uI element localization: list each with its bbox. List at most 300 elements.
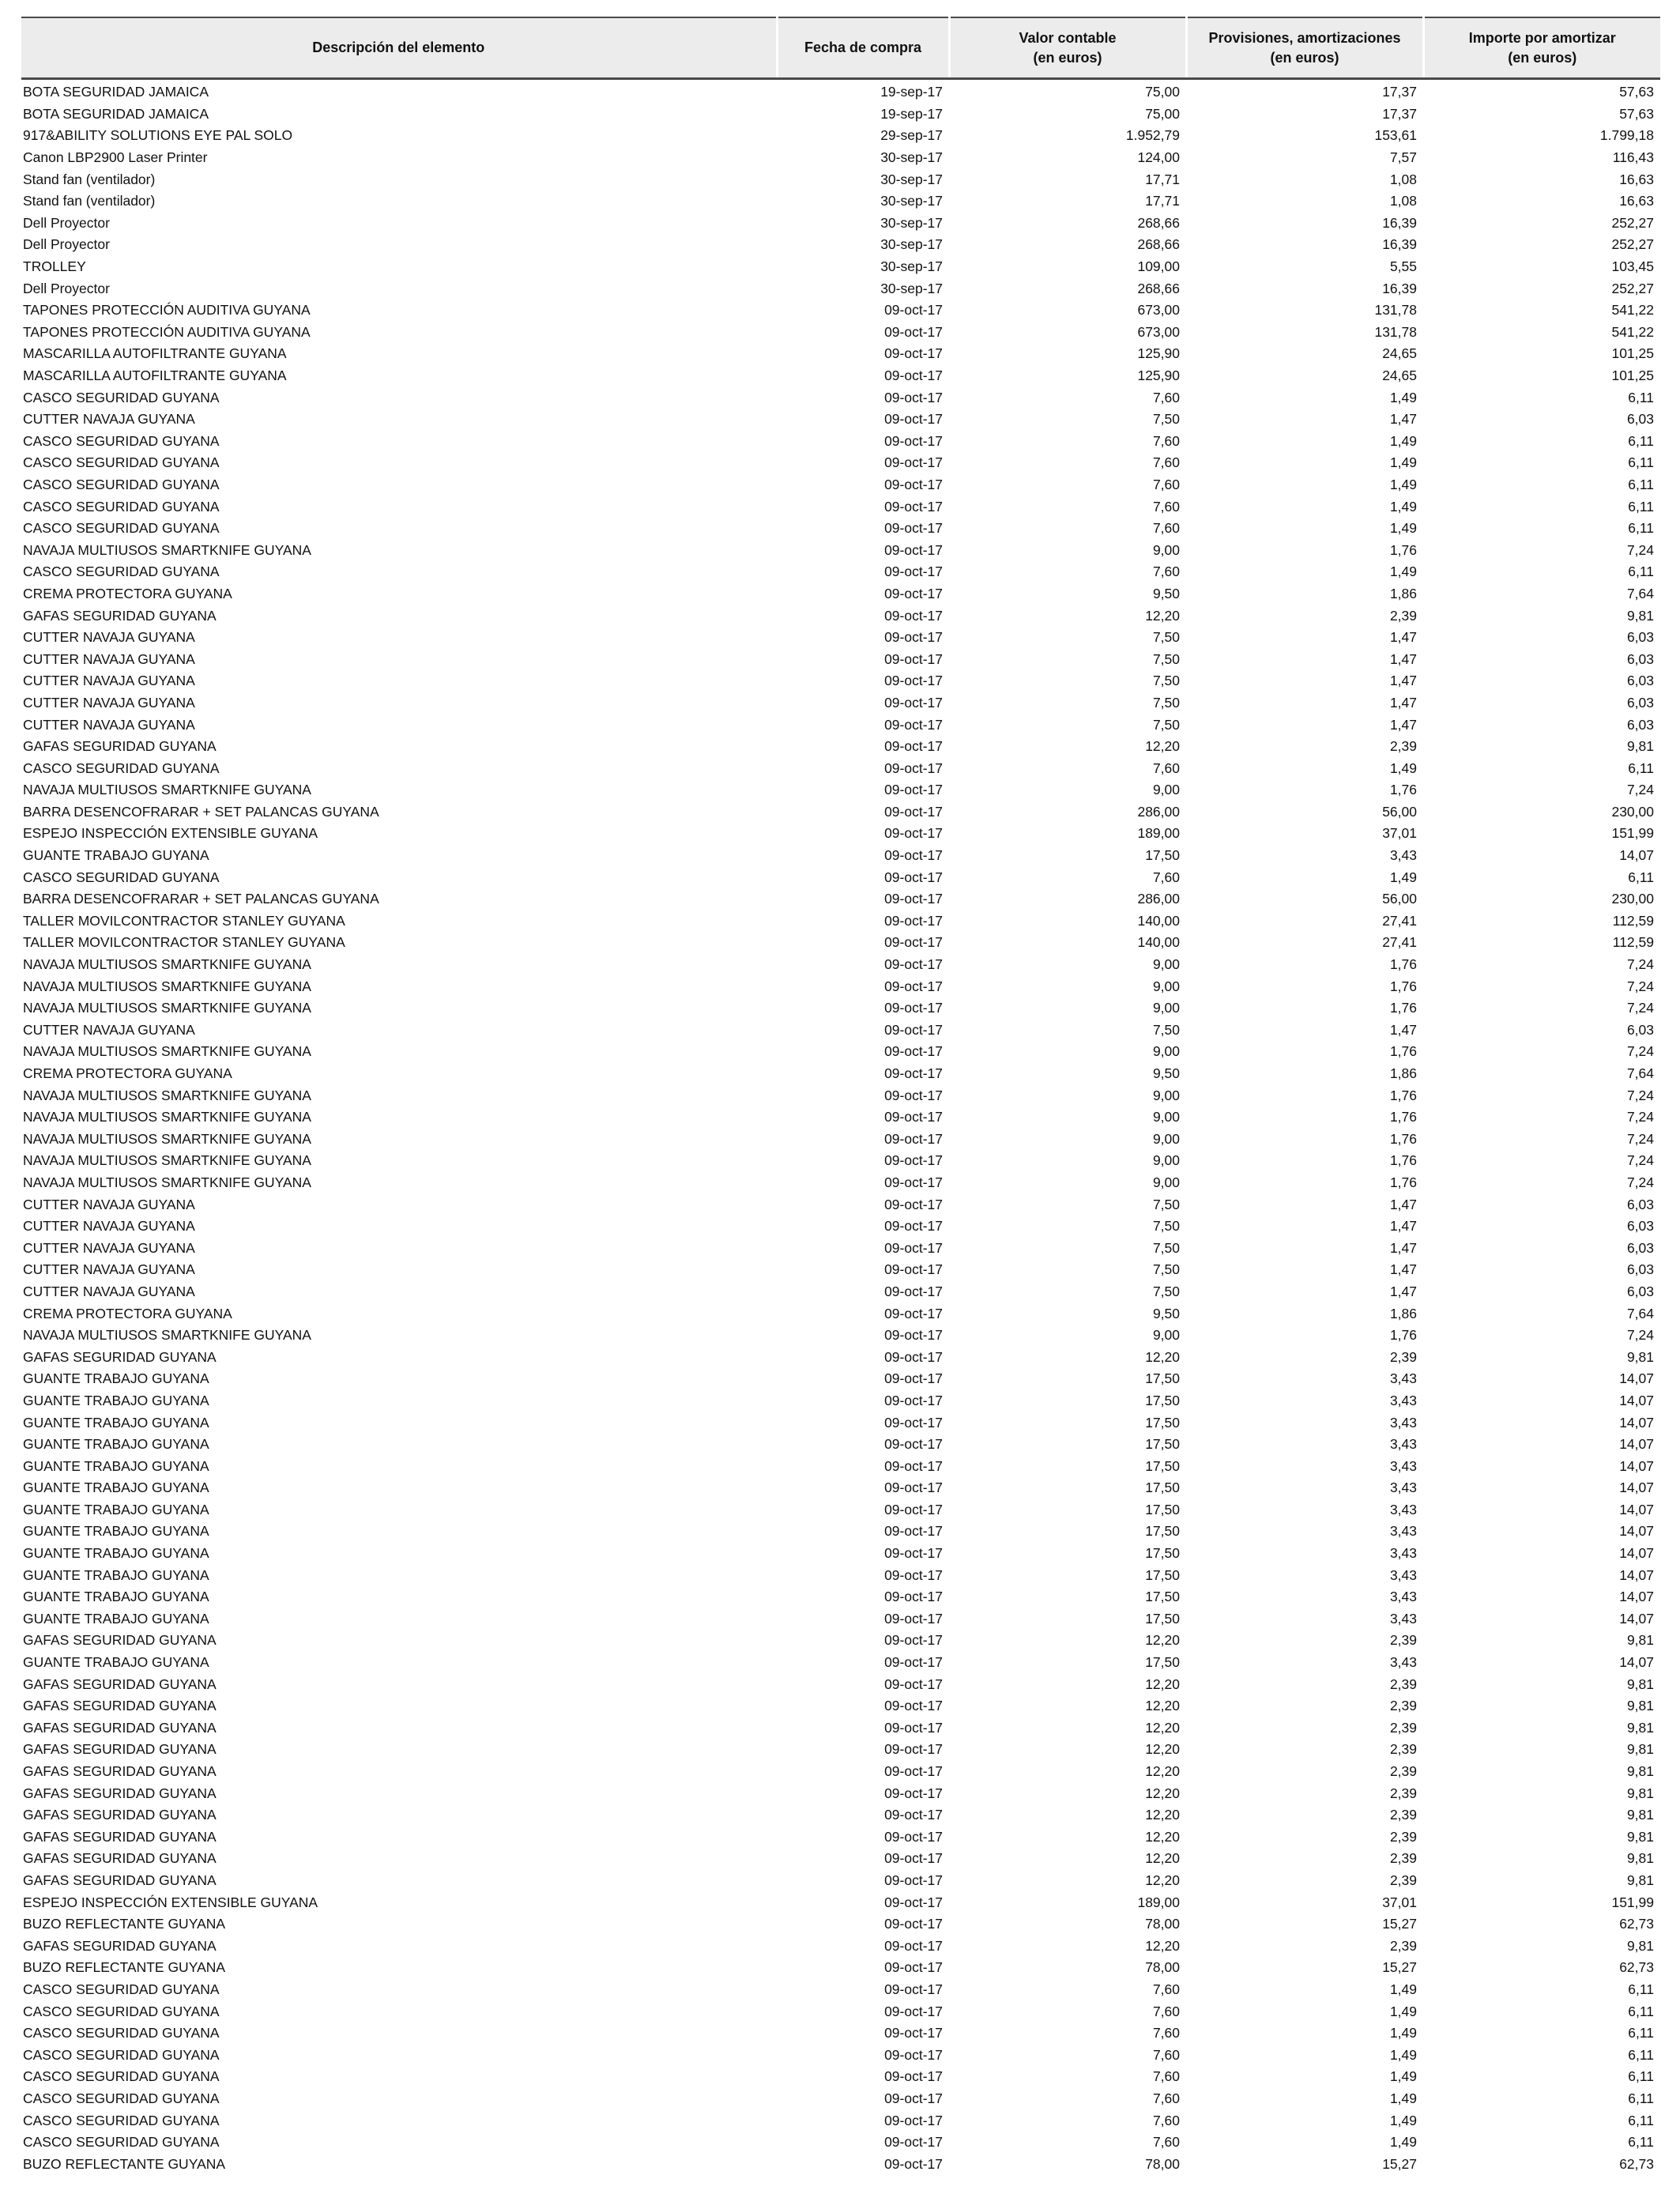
table-row — [21, 1302, 1660, 1325]
cell-amount-to-amortize: 112,59 — [1612, 912, 1654, 929]
cell-provisions: 2,39 — [1389, 1632, 1417, 1649]
table-row — [21, 1193, 1660, 1216]
cell-description: BUZO REFLECTANTE GUYANA — [23, 1916, 226, 1932]
cell-description: GUANTE TRABAJO GUYANA — [23, 1392, 209, 1408]
cell-amount-to-amortize: 6,03 — [1626, 1239, 1654, 1256]
cell-provisions: 1,47 — [1389, 629, 1417, 646]
cell-purchase-date: 09-oct-17 — [884, 2003, 943, 2019]
cell-book-value: 17,71 — [1145, 171, 1180, 187]
cell-purchase-date: 09-oct-17 — [884, 1785, 943, 1801]
cell-provisions: 56,00 — [1382, 803, 1417, 820]
cell-description: NAVAJA MULTIUSOS SMARTKNIFE GUYANA — [23, 1152, 311, 1169]
cell-purchase-date: 09-oct-17 — [884, 1480, 943, 1496]
cell-description: MASCARILLA AUTOFILTRANTE GUYANA — [23, 368, 287, 384]
cell-provisions: 2,39 — [1389, 1937, 1417, 1954]
cell-book-value: 268,66 — [1137, 236, 1180, 253]
cell-provisions: 1,49 — [1389, 869, 1417, 885]
cell-book-value: 124,00 — [1137, 149, 1180, 166]
cell-book-value: 7,60 — [1152, 1981, 1180, 1997]
cell-provisions: 131,78 — [1374, 323, 1417, 340]
cell-book-value: 17,50 — [1145, 1370, 1180, 1387]
cell-book-value: 7,50 — [1152, 411, 1180, 428]
cell-purchase-date: 09-oct-17 — [884, 1589, 943, 1605]
cell-description: ESPEJO INSPECCIÓN EXTENSIBLE GUYANA — [23, 1894, 318, 1910]
cell-provisions: 2,39 — [1389, 1348, 1417, 1365]
cell-provisions: 2,39 — [1389, 1698, 1417, 1714]
header-description: Descripción del elemento — [21, 17, 777, 79]
cell-purchase-date: 09-oct-17 — [884, 1370, 943, 1387]
header-book-value: Valor contable (en euros) — [949, 17, 1186, 79]
table-row — [21, 954, 1660, 976]
cell-amount-to-amortize: 6,03 — [1626, 1218, 1654, 1235]
table-row — [21, 2022, 1660, 2045]
cell-purchase-date: 09-oct-17 — [884, 1414, 943, 1431]
cell-description: NAVAJA MULTIUSOS SMARTKNIFE GUYANA — [23, 1087, 311, 1103]
table-row — [21, 1063, 1660, 1085]
table-row — [21, 1106, 1660, 1129]
cell-amount-to-amortize: 6,11 — [1628, 432, 1654, 449]
cell-purchase-date: 09-oct-17 — [884, 585, 943, 601]
cell-amount-to-amortize: 7,24 — [1626, 956, 1654, 973]
cell-purchase-date: 09-oct-17 — [884, 2046, 943, 2063]
cell-purchase-date: 09-oct-17 — [884, 760, 943, 776]
table-row — [21, 79, 1660, 104]
cell-amount-to-amortize: 14,07 — [1619, 1392, 1654, 1408]
cell-provisions: 1,49 — [1389, 520, 1417, 537]
cell-description: CUTTER NAVAJA GUYANA — [23, 1283, 195, 1299]
cell-description: CASCO SEGURIDAD GUYANA — [23, 760, 220, 776]
cell-purchase-date: 09-oct-17 — [884, 476, 943, 492]
table-row — [21, 736, 1660, 758]
table-row — [21, 583, 1660, 605]
cell-book-value: 7,50 — [1152, 1239, 1180, 1256]
cell-provisions: 1,08 — [1389, 171, 1417, 187]
cell-amount-to-amortize: 151,99 — [1611, 825, 1654, 842]
cell-amount-to-amortize: 9,81 — [1626, 738, 1654, 755]
cell-amount-to-amortize: 14,07 — [1619, 1589, 1654, 1605]
cell-amount-to-amortize: 7,64 — [1626, 1305, 1654, 1321]
cell-amount-to-amortize: 9,81 — [1626, 1676, 1654, 1692]
cell-book-value: 9,00 — [1152, 1087, 1180, 1103]
cell-description: NAVAJA MULTIUSOS SMARTKNIFE GUYANA — [23, 1174, 311, 1190]
cell-provisions: 15,27 — [1382, 1916, 1417, 1932]
table-row — [21, 1891, 1660, 1913]
cell-purchase-date: 09-oct-17 — [884, 1130, 943, 1147]
cell-provisions: 16,39 — [1382, 236, 1417, 253]
cell-amount-to-amortize: 9,81 — [1626, 1348, 1654, 1365]
cell-purchase-date: 09-oct-17 — [884, 1109, 943, 1125]
cell-provisions: 3,43 — [1389, 1480, 1417, 1496]
cell-description: GUANTE TRABAJO GUYANA — [23, 1480, 209, 1496]
cell-description: CASCO SEGURIDAD GUYANA — [23, 2090, 220, 2106]
cell-book-value: 9,00 — [1152, 1152, 1180, 1169]
table-row — [21, 496, 1660, 518]
cell-amount-to-amortize: 7,24 — [1626, 1152, 1654, 1169]
cell-amount-to-amortize: 6,03 — [1626, 1283, 1654, 1299]
table-row — [21, 1979, 1660, 2001]
cell-provisions: 3,43 — [1389, 1589, 1417, 1605]
table-header — [21, 17, 1660, 79]
cell-description: GUANTE TRABAJO GUYANA — [23, 1414, 209, 1431]
table-row — [21, 409, 1660, 431]
cell-amount-to-amortize: 7,24 — [1626, 1109, 1654, 1125]
cell-book-value: 9,00 — [1152, 1327, 1180, 1344]
cell-amount-to-amortize: 6,03 — [1626, 1261, 1654, 1278]
cell-provisions: 1,76 — [1389, 978, 1417, 994]
asset-table — [21, 17, 1660, 2175]
cell-amount-to-amortize: 62,73 — [1619, 1916, 1654, 1932]
cell-provisions: 1,76 — [1389, 1087, 1417, 1103]
cell-purchase-date: 09-oct-17 — [884, 2068, 943, 2085]
cell-purchase-date: 09-oct-17 — [884, 716, 943, 733]
cell-book-value: 109,00 — [1137, 258, 1180, 275]
cell-amount-to-amortize: 6,11 — [1628, 2046, 1654, 2063]
cell-provisions: 1,49 — [1389, 2134, 1417, 2151]
cell-book-value: 7,50 — [1152, 694, 1180, 711]
cell-provisions: 3,43 — [1389, 1545, 1417, 1562]
cell-book-value: 17,50 — [1145, 1436, 1180, 1453]
cell-book-value: 125,90 — [1137, 368, 1180, 384]
table-row — [21, 452, 1660, 474]
cell-book-value: 12,20 — [1145, 1937, 1180, 1954]
cell-description: TROLLEY — [23, 258, 86, 275]
cell-book-value: 7,60 — [1152, 2134, 1180, 2151]
cell-book-value: 12,20 — [1145, 1676, 1180, 1692]
cell-book-value: 12,20 — [1145, 1348, 1180, 1365]
cell-amount-to-amortize: 230,00 — [1611, 803, 1654, 820]
table-row — [21, 1870, 1660, 1892]
cell-provisions: 2,39 — [1389, 1785, 1417, 1801]
cell-amount-to-amortize: 9,81 — [1626, 1698, 1654, 1714]
cell-book-value: 7,60 — [1152, 2046, 1180, 2063]
cell-purchase-date: 09-oct-17 — [884, 1087, 943, 1103]
cell-amount-to-amortize: 6,03 — [1626, 411, 1654, 428]
cell-book-value: 1.952,79 — [1125, 127, 1180, 144]
cell-amount-to-amortize: 7,64 — [1626, 585, 1654, 601]
cell-provisions: 2,39 — [1389, 1807, 1417, 1823]
cell-amount-to-amortize: 62,73 — [1619, 1959, 1654, 1976]
table-row — [21, 1695, 1660, 1717]
table-row — [21, 1281, 1660, 1303]
table-row — [21, 2153, 1660, 2175]
cell-provisions: 3,43 — [1389, 1566, 1417, 1583]
cell-description: CUTTER NAVAJA GUYANA — [23, 673, 195, 689]
cell-amount-to-amortize: 9,81 — [1626, 1828, 1654, 1845]
cell-purchase-date: 30-sep-17 — [880, 214, 943, 231]
cell-description: TALLER MOVILCONTRACTOR STANLEY GUYANA — [23, 934, 345, 951]
cell-amount-to-amortize: 112,59 — [1612, 934, 1654, 951]
cell-description: CUTTER NAVAJA GUYANA — [23, 411, 195, 428]
table-row — [21, 1652, 1660, 1674]
table-row — [21, 1848, 1660, 1870]
cell-book-value: 12,20 — [1145, 607, 1180, 624]
cell-provisions: 2,39 — [1389, 1828, 1417, 1845]
cell-amount-to-amortize: 9,81 — [1626, 1741, 1654, 1758]
cell-purchase-date: 09-oct-17 — [884, 1610, 943, 1627]
table-row — [21, 1761, 1660, 1783]
cell-book-value: 12,20 — [1145, 1719, 1180, 1736]
cell-provisions: 37,01 — [1382, 825, 1417, 842]
cell-purchase-date: 09-oct-17 — [884, 1043, 943, 1060]
table-row — [21, 365, 1660, 387]
cell-description: BARRA DESENCOFRARAR + SET PALANCAS GUYANA — [23, 803, 379, 820]
table-row — [21, 386, 1660, 409]
cell-amount-to-amortize: 103,45 — [1611, 258, 1654, 275]
cell-book-value: 17,50 — [1145, 1545, 1180, 1562]
cell-purchase-date: 30-sep-17 — [880, 193, 943, 209]
table-row — [21, 431, 1660, 453]
cell-amount-to-amortize: 252,27 — [1611, 214, 1654, 231]
cell-purchase-date: 09-oct-17 — [884, 1174, 943, 1190]
cell-amount-to-amortize: 6,03 — [1626, 1021, 1654, 1038]
table-row — [21, 213, 1660, 235]
cell-book-value: 7,60 — [1152, 2025, 1180, 2041]
cell-purchase-date: 09-oct-17 — [884, 1894, 943, 1910]
table-row — [21, 234, 1660, 256]
table-row — [21, 1499, 1660, 1521]
cell-book-value: 286,00 — [1137, 891, 1180, 907]
cell-amount-to-amortize: 9,81 — [1626, 1763, 1654, 1780]
cell-amount-to-amortize: 7,24 — [1626, 541, 1654, 558]
cell-amount-to-amortize: 6,03 — [1626, 716, 1654, 733]
cell-book-value: 125,90 — [1137, 345, 1180, 362]
cell-amount-to-amortize: 6,11 — [1628, 498, 1654, 515]
cell-description: CASCO SEGURIDAD GUYANA — [23, 520, 220, 537]
cell-description: CASCO SEGURIDAD GUYANA — [23, 2112, 220, 2128]
cell-description: GUANTE TRABAJO GUYANA — [23, 1610, 209, 1627]
table-row — [21, 997, 1660, 1020]
cell-provisions: 1,47 — [1389, 1218, 1417, 1235]
cell-provisions: 56,00 — [1382, 891, 1417, 907]
table-row — [21, 975, 1660, 997]
cell-book-value: 7,60 — [1152, 520, 1180, 537]
cell-provisions: 1,47 — [1389, 650, 1417, 667]
table-row — [21, 2044, 1660, 2066]
cell-amount-to-amortize: 7,24 — [1626, 1043, 1654, 1060]
table-row — [21, 1325, 1660, 1347]
cell-provisions: 1,49 — [1389, 2025, 1417, 2041]
cell-provisions: 1,76 — [1389, 956, 1417, 973]
cell-purchase-date: 30-sep-17 — [880, 280, 943, 296]
table-row — [21, 1172, 1660, 1194]
cell-description: Stand fan (ventilador) — [23, 193, 156, 209]
cell-amount-to-amortize: 14,07 — [1619, 1370, 1654, 1387]
cell-amount-to-amortize: 7,24 — [1626, 782, 1654, 798]
table-row — [21, 627, 1660, 649]
cell-amount-to-amortize: 14,07 — [1619, 1501, 1654, 1517]
table-row — [21, 932, 1660, 954]
cell-provisions: 1,49 — [1389, 476, 1417, 492]
cell-amount-to-amortize: 14,07 — [1619, 847, 1654, 864]
table-row — [21, 1346, 1660, 1368]
table-row — [21, 2000, 1660, 2022]
cell-book-value: 17,50 — [1145, 847, 1180, 864]
cell-provisions: 3,43 — [1389, 847, 1417, 864]
cell-purchase-date: 19-sep-17 — [880, 84, 943, 100]
cell-description: GAFAS SEGURIDAD GUYANA — [23, 738, 217, 755]
cell-description: Canon LBP2900 Laser Printer — [23, 149, 208, 166]
cell-description: GUANTE TRABAJO GUYANA — [23, 1457, 209, 1474]
cell-amount-to-amortize: 6,11 — [1628, 520, 1654, 537]
cell-book-value: 9,50 — [1152, 1065, 1180, 1082]
cell-provisions: 16,39 — [1382, 214, 1417, 231]
cell-purchase-date: 09-oct-17 — [884, 1981, 943, 1997]
cell-description: GAFAS SEGURIDAD GUYANA — [23, 1850, 217, 1867]
cell-book-value: 7,50 — [1152, 673, 1180, 689]
cell-description: GAFAS SEGURIDAD GUYANA — [23, 1719, 217, 1736]
cell-book-value: 17,50 — [1145, 1589, 1180, 1605]
cell-description: CASCO SEGURIDAD GUYANA — [23, 432, 220, 449]
cell-description: CUTTER NAVAJA GUYANA — [23, 650, 195, 667]
table-row — [21, 474, 1660, 496]
cell-amount-to-amortize: 9,81 — [1626, 1872, 1654, 1888]
cell-book-value: 268,66 — [1137, 214, 1180, 231]
cell-amount-to-amortize: 116,43 — [1612, 149, 1654, 166]
table-row — [21, 561, 1660, 583]
cell-book-value: 17,50 — [1145, 1523, 1180, 1540]
cell-purchase-date: 09-oct-17 — [884, 934, 943, 951]
cell-description: GUANTE TRABAJO GUYANA — [23, 1654, 209, 1671]
cell-provisions: 1,47 — [1389, 1239, 1417, 1256]
cell-provisions: 1,76 — [1389, 782, 1417, 798]
cell-purchase-date: 09-oct-17 — [884, 1261, 943, 1278]
header-amount-to-amortize: Importe por amortizar (en euros) — [1423, 17, 1660, 79]
cell-purchase-date: 09-oct-17 — [884, 368, 943, 384]
table-row — [21, 1390, 1660, 1412]
cell-provisions: 1,49 — [1389, 2090, 1417, 2106]
cell-amount-to-amortize: 14,07 — [1619, 1457, 1654, 1474]
cell-purchase-date: 09-oct-17 — [884, 738, 943, 755]
cell-book-value: 7,50 — [1152, 629, 1180, 646]
cell-purchase-date: 30-sep-17 — [880, 149, 943, 166]
cell-amount-to-amortize: 9,81 — [1626, 1807, 1654, 1823]
cell-provisions: 1,49 — [1389, 2068, 1417, 2085]
cell-book-value: 7,60 — [1152, 2090, 1180, 2106]
cell-description: GUANTE TRABAJO GUYANA — [23, 1523, 209, 1540]
cell-provisions: 1,49 — [1389, 2003, 1417, 2019]
cell-amount-to-amortize: 6,03 — [1626, 650, 1654, 667]
table-row — [21, 670, 1660, 692]
cell-provisions: 1,49 — [1389, 432, 1417, 449]
cell-provisions: 37,01 — [1382, 1894, 1417, 1910]
cell-purchase-date: 09-oct-17 — [884, 2134, 943, 2151]
cell-description: CREMA PROTECTORA GUYANA — [23, 1065, 232, 1082]
cell-book-value: 140,00 — [1137, 912, 1180, 929]
cell-book-value: 9,00 — [1152, 1043, 1180, 1060]
cell-purchase-date: 09-oct-17 — [884, 389, 943, 405]
cell-provisions: 1,49 — [1389, 389, 1417, 405]
cell-description: NAVAJA MULTIUSOS SMARTKNIFE GUYANA — [23, 1043, 311, 1060]
cell-description: CREMA PROTECTORA GUYANA — [23, 1305, 232, 1321]
table-row — [21, 1782, 1660, 1804]
cell-description: GAFAS SEGURIDAD GUYANA — [23, 1698, 217, 1714]
cell-amount-to-amortize: 9,81 — [1626, 1785, 1654, 1801]
cell-book-value: 9,50 — [1152, 585, 1180, 601]
cell-description: Dell Proyector — [23, 280, 110, 296]
cell-description: NAVAJA MULTIUSOS SMARTKNIFE GUYANA — [23, 978, 311, 994]
cell-book-value: 9,00 — [1152, 541, 1180, 558]
cell-book-value: 286,00 — [1137, 803, 1180, 820]
table-row — [21, 125, 1660, 147]
cell-description: CASCO SEGURIDAD GUYANA — [23, 2068, 220, 2085]
cell-purchase-date: 09-oct-17 — [884, 782, 943, 798]
cell-provisions: 1,76 — [1389, 1130, 1417, 1147]
cell-purchase-date: 09-oct-17 — [884, 520, 943, 537]
cell-description: CASCO SEGURIDAD GUYANA — [23, 476, 220, 492]
cell-book-value: 12,20 — [1145, 1763, 1180, 1780]
cell-description: CUTTER NAVAJA GUYANA — [23, 629, 195, 646]
cell-description: NAVAJA MULTIUSOS SMARTKNIFE GUYANA — [23, 1327, 311, 1344]
cell-purchase-date: 09-oct-17 — [884, 978, 943, 994]
cell-book-value: 7,60 — [1152, 2068, 1180, 2085]
cell-amount-to-amortize: 1.799,18 — [1599, 127, 1654, 144]
cell-purchase-date: 09-oct-17 — [884, 1021, 943, 1038]
cell-description: GUANTE TRABAJO GUYANA — [23, 1589, 209, 1605]
cell-provisions: 15,27 — [1382, 2155, 1417, 2172]
cell-purchase-date: 09-oct-17 — [884, 2025, 943, 2041]
cell-purchase-date: 09-oct-17 — [884, 1566, 943, 1583]
cell-provisions: 1,47 — [1389, 1283, 1417, 1299]
cell-description: GAFAS SEGURIDAD GUYANA — [23, 1632, 217, 1649]
cell-book-value: 9,00 — [1152, 956, 1180, 973]
cell-purchase-date: 09-oct-17 — [884, 1327, 943, 1344]
cell-purchase-date: 09-oct-17 — [884, 1959, 943, 1976]
cell-provisions: 27,41 — [1382, 934, 1417, 951]
cell-provisions: 2,39 — [1389, 607, 1417, 624]
cell-description: GAFAS SEGURIDAD GUYANA — [23, 1676, 217, 1692]
cell-purchase-date: 09-oct-17 — [884, 1937, 943, 1954]
cell-book-value: 7,50 — [1152, 650, 1180, 667]
cell-purchase-date: 30-sep-17 — [880, 258, 943, 275]
cell-provisions: 1,76 — [1389, 1327, 1417, 1344]
cell-provisions: 1,76 — [1389, 1109, 1417, 1125]
cell-purchase-date: 09-oct-17 — [884, 1523, 943, 1540]
cell-book-value: 7,60 — [1152, 432, 1180, 449]
cell-description: Stand fan (ventilador) — [23, 171, 156, 187]
table-row — [21, 1129, 1660, 1151]
table-row — [21, 168, 1660, 190]
table-row — [21, 539, 1660, 561]
cell-book-value: 75,00 — [1145, 105, 1180, 122]
cell-book-value: 7,50 — [1152, 1283, 1180, 1299]
cell-purchase-date: 09-oct-17 — [884, 694, 943, 711]
cell-amount-to-amortize: 14,07 — [1619, 1414, 1654, 1431]
cell-purchase-date: 09-oct-17 — [884, 454, 943, 471]
cell-provisions: 1,86 — [1389, 1305, 1417, 1321]
cell-provisions: 1,49 — [1389, 498, 1417, 515]
cell-purchase-date: 09-oct-17 — [884, 1065, 943, 1082]
cell-description: TAPONES PROTECCIÓN AUDITIVA GUYANA — [23, 302, 311, 319]
cell-book-value: 17,50 — [1145, 1480, 1180, 1496]
table-row — [21, 518, 1660, 540]
cell-purchase-date: 09-oct-17 — [884, 956, 943, 973]
cell-amount-to-amortize: 7,24 — [1626, 1174, 1654, 1190]
cell-amount-to-amortize: 14,07 — [1619, 1566, 1654, 1583]
cell-description: GAFAS SEGURIDAD GUYANA — [23, 1763, 217, 1780]
cell-amount-to-amortize: 9,81 — [1626, 1719, 1654, 1736]
cell-book-value: 7,60 — [1152, 869, 1180, 885]
cell-description: TAPONES PROTECCIÓN AUDITIVA GUYANA — [23, 323, 311, 340]
cell-amount-to-amortize: 6,11 — [1628, 2090, 1654, 2106]
cell-description: BOTA SEGURIDAD JAMAICA — [23, 84, 209, 100]
cell-description: Dell Proyector — [23, 236, 110, 253]
cell-description: NAVAJA MULTIUSOS SMARTKNIFE GUYANA — [23, 1130, 311, 1147]
cell-provisions: 1,76 — [1389, 541, 1417, 558]
cell-provisions: 1,49 — [1389, 2046, 1417, 2063]
cell-description: GAFAS SEGURIDAD GUYANA — [23, 1741, 217, 1758]
table-row — [21, 1804, 1660, 1826]
cell-provisions: 1,76 — [1389, 1152, 1417, 1169]
